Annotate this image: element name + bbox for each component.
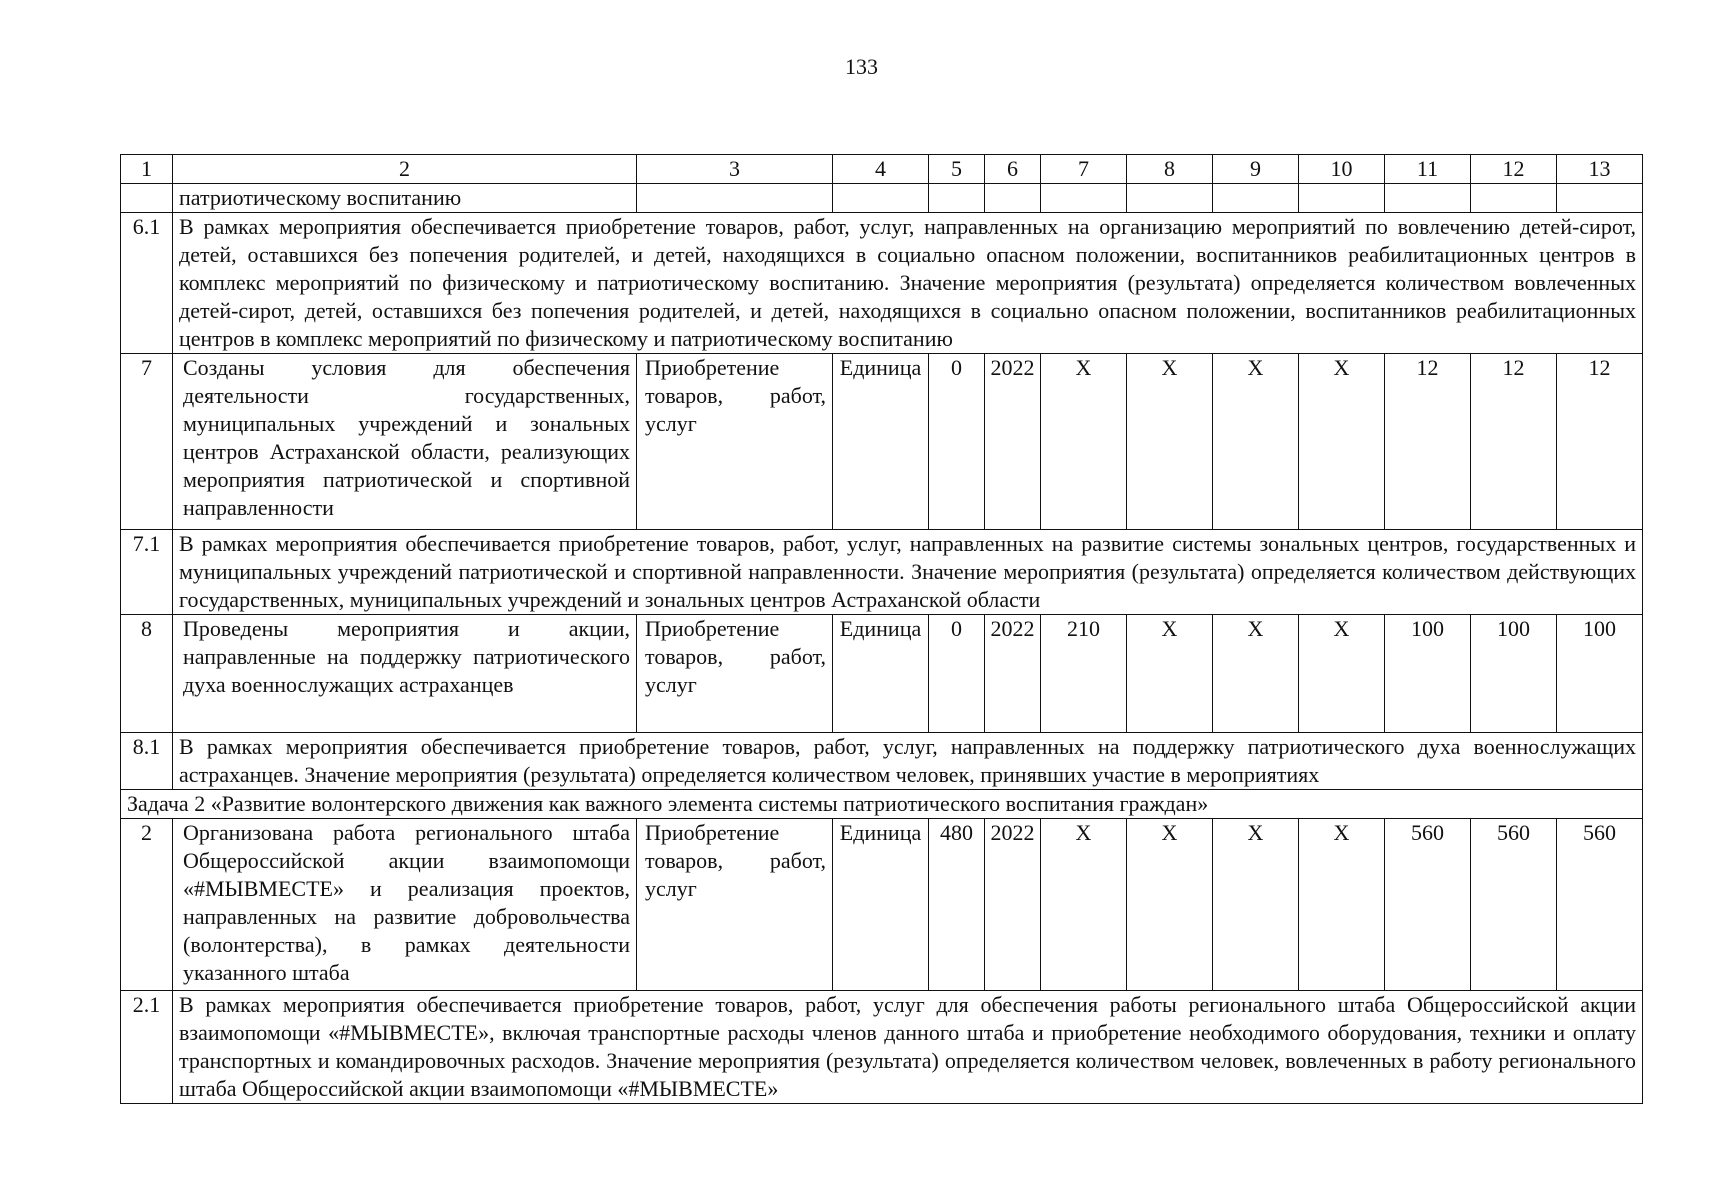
item-name: Проведены мероприятия и акции, направленные на поддержку патриотического духа военнослужащих астраханцев [173,615,637,733]
cell-c11: 560 [1385,819,1471,991]
cell-c10: Х [1299,354,1385,530]
column-number: 9 [1213,155,1299,184]
item-row [121,615,1643,733]
item-row [121,354,1643,530]
continuation-text: патриотическому воспитанию [173,184,637,213]
cell-c6: 2022 [985,615,1041,733]
cell-c7: Х [1041,354,1127,530]
item-kind: Приобретение товаров, работ, услуг [637,354,833,530]
description-text: В рамках мероприятия обеспечивается приобретение товаров, работ, услуг, направленных на развитие системы зональных центров, государственных и муниципальных учреждений патриотической и спортивной направленности. Значение мероприятия (результата) определяется количеством действующих государственных, муниципальных учреждений и зональных центров Астраханской области [173,530,1643,615]
item-row [121,819,1643,991]
row-number: 7.1 [121,530,173,615]
cell-c6: 2022 [985,354,1041,530]
description-row [121,530,1643,615]
cell-c5: 0 [929,615,985,733]
column-number: 1 [121,155,173,184]
program-table [120,154,1643,1104]
description-text: В рамках мероприятия обеспечивается приобретение товаров, работ, услуг, направленных на поддержку патриотического духа военнослужащих астраханцев. Значение мероприятия (результата) определяется количеством человек, принявших участие в мероприятиях [173,733,1643,790]
column-number: 12 [1471,155,1557,184]
item-unit: Единица [833,615,929,733]
column-number: 13 [1557,155,1643,184]
cell-c5: 480 [929,819,985,991]
cell-c13: 560 [1557,819,1643,991]
item-kind: Приобретение товаров, работ, услуг [637,615,833,733]
cell-c10: Х [1299,819,1385,991]
cell-c8: Х [1127,354,1213,530]
row-number: 8 [121,615,173,733]
column-number: 2 [173,155,637,184]
cell-c8: Х [1127,819,1213,991]
cell-c11: 100 [1385,615,1471,733]
cell-c12: 560 [1471,819,1557,991]
row-number: 2 [121,819,173,991]
cell-c8: Х [1127,615,1213,733]
item-name: Созданы условия для обеспечения деятельности государственных, муниципальных учреждений и зональных центров Астраханской области, реализующих мероприятия патриотической и спортивной направленности [173,354,637,530]
row-number: 7 [121,354,173,530]
column-number: 4 [833,155,929,184]
cell-c7: Х [1041,819,1127,991]
cell-c9: Х [1213,354,1299,530]
cell-c13: 12 [1557,354,1643,530]
page-number: 133 [845,54,878,79]
row-number: 8.1 [121,733,173,790]
column-number: 3 [637,155,833,184]
cell-c5: 0 [929,354,985,530]
column-number: 10 [1299,155,1385,184]
description-text: В рамках мероприятия обеспечивается приобретение товаров, работ, услуг для обеспечения работы регионального штаба Общероссийской акции взаимопомощи «#МЫВМЕСТЕ», включая транспортные расходы членов данного штаба и приобретение необходимого оборудования, техники и оплату транспортных и командировочных расходов. Значение мероприятия (результата) определяется количеством человек, вовлеченных в работу регионального штаба Общероссийской акции взаимопомощи «#МЫВМЕСТЕ» [173,991,1643,1104]
cell-c13: 100 [1557,615,1643,733]
cell-c6: 2022 [985,819,1041,991]
task-heading: Задача 2 «Развитие волонтерского движения как важного элемента системы патриотического воспитания граждан» [121,790,1643,819]
column-number: 11 [1385,155,1471,184]
item-name: Организована работа регионального штаба Общероссийской акции взаимопомощи «#МЫВМЕСТЕ» и реализация проектов, направленных на развитие добровольчества (волонтерства), в рамках деятельности указанного штаба [173,819,637,991]
cell-c12: 12 [1471,354,1557,530]
description-text: В рамках мероприятия обеспечивается приобретение товаров, работ, услуг, направленных на организацию мероприятий по вовлечению детей-сирот, детей, оставшихся без попечения родителей, и детей, находящихся в социально опасном положении, воспитанников реабилитационных центров в комплекс мероприятий по физическому и патриотическому воспитанию. Значение мероприятия (результата) определяется количеством вовлеченных детей-сирот, детей, оставшихся без попечения родителей, и детей, находящихся в социально опасном положении, воспитанников реабилитационных центров в комплекс мероприятий по физическому и патриотическому воспитанию [173,213,1643,354]
task-row [121,790,1643,819]
column-number: 5 [929,155,985,184]
description-row [121,991,1643,1104]
description-row [121,733,1643,790]
cell-c9: Х [1213,819,1299,991]
cell-c9: Х [1213,615,1299,733]
row-number: 2.1 [121,991,173,1104]
row-number: 6.1 [121,213,173,354]
description-row [121,213,1643,354]
item-kind: Приобретение товаров, работ, услуг [637,819,833,991]
column-number: 8 [1127,155,1213,184]
column-number: 6 [985,155,1041,184]
continuation-row [121,184,1643,213]
column-number: 7 [1041,155,1127,184]
cell-c11: 12 [1385,354,1471,530]
item-unit: Единица [833,354,929,530]
cell-c10: Х [1299,615,1385,733]
cell-c7: 210 [1041,615,1127,733]
item-unit: Единица [833,819,929,991]
column-numbers-row [121,155,1643,184]
cell-c12: 100 [1471,615,1557,733]
